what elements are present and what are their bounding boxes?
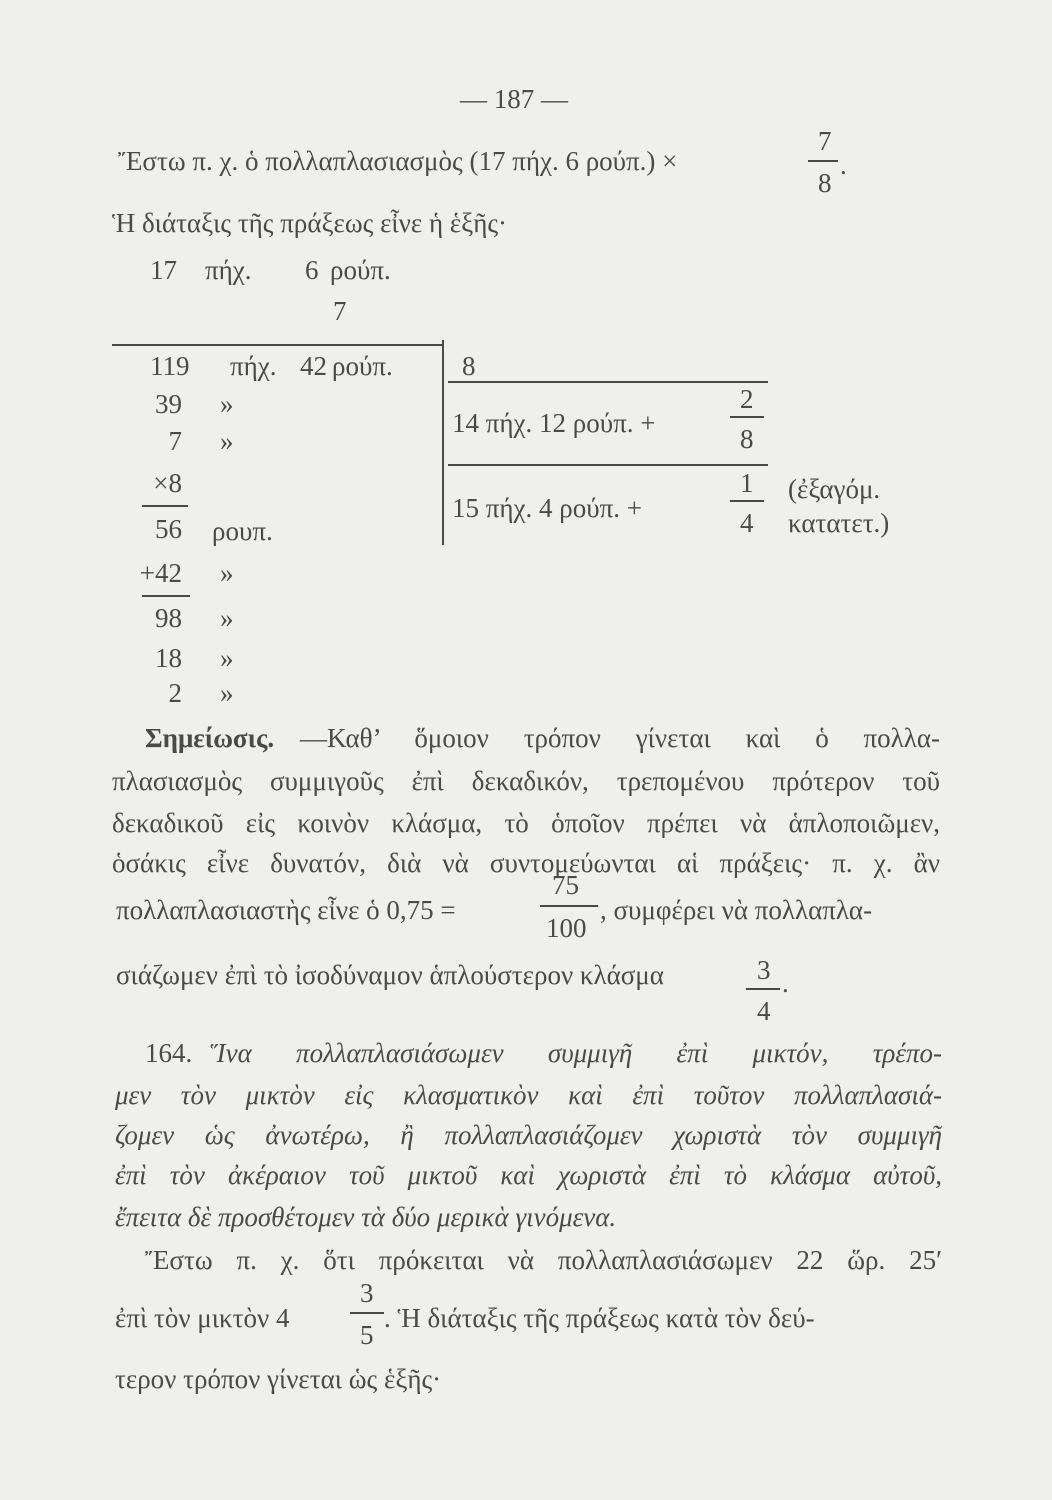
fraction-end: . (782, 968, 789, 998)
section-line: ζομεν ὡς ἀνωτέρω, ἢ πολλαπλασιάζομεν χωριστὰ τὸν συμμιγῆ (115, 1120, 942, 1150)
calc-num: 7 (168, 426, 182, 456)
arrangement-text: Ἡ διάταξις τῆς πράξεως εἶνε ἡ ἑξῆς· (112, 208, 508, 238)
calc-unit: πήχ. (230, 351, 277, 381)
section-line: ἐπὶ τὸν ἀκέραιον τοῦ μικτοῦ καὶ χωριστὰ ἐπὶ τὸ κλάσμα αὐτοῦ, (115, 1160, 942, 1190)
calc-unit: ρούπ. (330, 255, 391, 285)
note: κατατετ.) (788, 508, 890, 538)
remark-line: —Καθ’ ὅμοιον τρόπον γίνεται καὶ ὁ πολλα- (300, 723, 940, 753)
fraction-denominator: 4 (757, 996, 771, 1026)
fraction-numerator: 2 (740, 384, 754, 414)
remark-line: ὁσάκις εἶνε δυνατόν, διὰ νὰ συντομεύωνται αἱ πράξεις· π. χ. ἂν (112, 848, 940, 878)
ditto-mark: » (220, 389, 234, 419)
remark-title: Σημείωσις. (145, 723, 275, 753)
calc-num: 18 (155, 643, 182, 673)
calc-rule (112, 344, 444, 346)
fraction-denominator: 100 (546, 913, 587, 943)
example-line: Ἔστω π. χ. ὅτι πρόκειται νὰ πολλαπλασιάσωμεν 22 ὥρ. 25′ (145, 1245, 942, 1275)
fraction-bar (808, 160, 838, 162)
fraction-denominator: 5 (360, 1320, 374, 1350)
fraction-bar (730, 500, 764, 502)
fraction-bar (746, 988, 780, 990)
quotient: 14 πήχ. 12 ρούπ. + (452, 408, 656, 438)
fraction-bar (540, 905, 598, 907)
example-intro: Ἔστω π. χ. ὁ πολλαπλασιασμὸς (17 πήχ. 6 ρούπ.) × (118, 146, 678, 176)
calc-num: 39 (155, 389, 182, 419)
calc-num: 17 (150, 255, 177, 285)
calc-num: 56 (155, 514, 182, 544)
section-line: μεν τὸν μικτὸν εἰς κλασματικὸν καὶ ἐπὶ τοῦτον πολλαπλασιά- (115, 1080, 942, 1110)
fraction-numerator: 1 (740, 468, 754, 498)
calc-num: 119 (150, 351, 190, 381)
division-rule (442, 340, 444, 545)
page-number: — 187 — (460, 84, 568, 114)
example-line: τερον τρόπον γίνεται ὡς ἑξῆς· (115, 1364, 442, 1394)
fraction-numerator: 3 (757, 955, 771, 985)
calc-rule (448, 381, 768, 383)
quotient: 15 πήχ. 4 ρούπ. + (452, 493, 642, 523)
remark-line: σιάζωμεν ἐπὶ τὸ ἰσοδύναμον ἁπλούστερον κλάσμα (116, 960, 664, 990)
ditto-mark: » (220, 678, 234, 708)
fraction-numerator: 7 (818, 126, 832, 156)
ditto-mark: » (220, 603, 234, 633)
remark-line: πολλαπλασιαστὴς εἶνε ὁ 0,75 = (116, 895, 456, 925)
fraction-numerator: 3 (360, 1278, 374, 1308)
calc-num: 42 (300, 351, 327, 381)
calc-num: 6 (305, 255, 319, 285)
section-line: Ἵνα πολλαπλασιάσωμεν συμμιγῆ ἐπὶ μικτόν, τρέπο- (210, 1038, 942, 1068)
calc-unit: πήχ. (205, 255, 252, 285)
calc-rule (142, 505, 188, 507)
calc-multiplier: 7 (333, 296, 347, 326)
ditto-mark: » (220, 426, 234, 456)
calc-unit: ρουπ. (212, 516, 273, 546)
section-number: 164. (145, 1038, 193, 1068)
fraction-numerator: 75 (552, 870, 579, 900)
calc-rule (142, 595, 190, 597)
ditto-mark: » (220, 643, 234, 673)
fraction-end: . (840, 150, 847, 180)
calc-rule (448, 464, 768, 466)
example-line: ἐπὶ τὸν μικτὸν 4 (115, 1303, 290, 1333)
example-line: . Ἡ διάταξις τῆς πράξεως κατὰ τὸν δεύ- (384, 1303, 815, 1333)
calc-num: 2 (168, 678, 182, 708)
fraction-bar (730, 416, 764, 418)
remark-line: , συμφέρει νὰ πολλαπλα- (600, 895, 873, 925)
remark-line: δεκαδικοῦ εἰς κοινὸν κλάσμα, τὸ ὁποῖον πρέπει νὰ ἁπλοποιῶμεν, (112, 808, 940, 838)
ditto-mark: » (220, 558, 234, 588)
fraction-denominator: 8 (740, 424, 754, 454)
fraction-bar (350, 1312, 384, 1314)
section-line: ἔπειτα δὲ προσθέτομεν τὰ δύο μερικὰ γινόμενα. (115, 1202, 617, 1232)
calc-unit: ρούπ. (332, 351, 393, 381)
fraction-denominator: 4 (740, 508, 754, 538)
calc-num: ×8 (153, 468, 182, 498)
remark-line: πλασιασμὸς συμμιγοῦς ἐπὶ δεκαδικόν, τρεπομένου πρότερον τοῦ (112, 766, 940, 796)
fraction-denominator: 8 (818, 168, 832, 198)
calc-num: 98 (155, 603, 182, 633)
calc-num: +42 (139, 558, 182, 588)
note: (ἐξαγόμ. (788, 474, 881, 504)
divisor: 8 (462, 351, 476, 381)
